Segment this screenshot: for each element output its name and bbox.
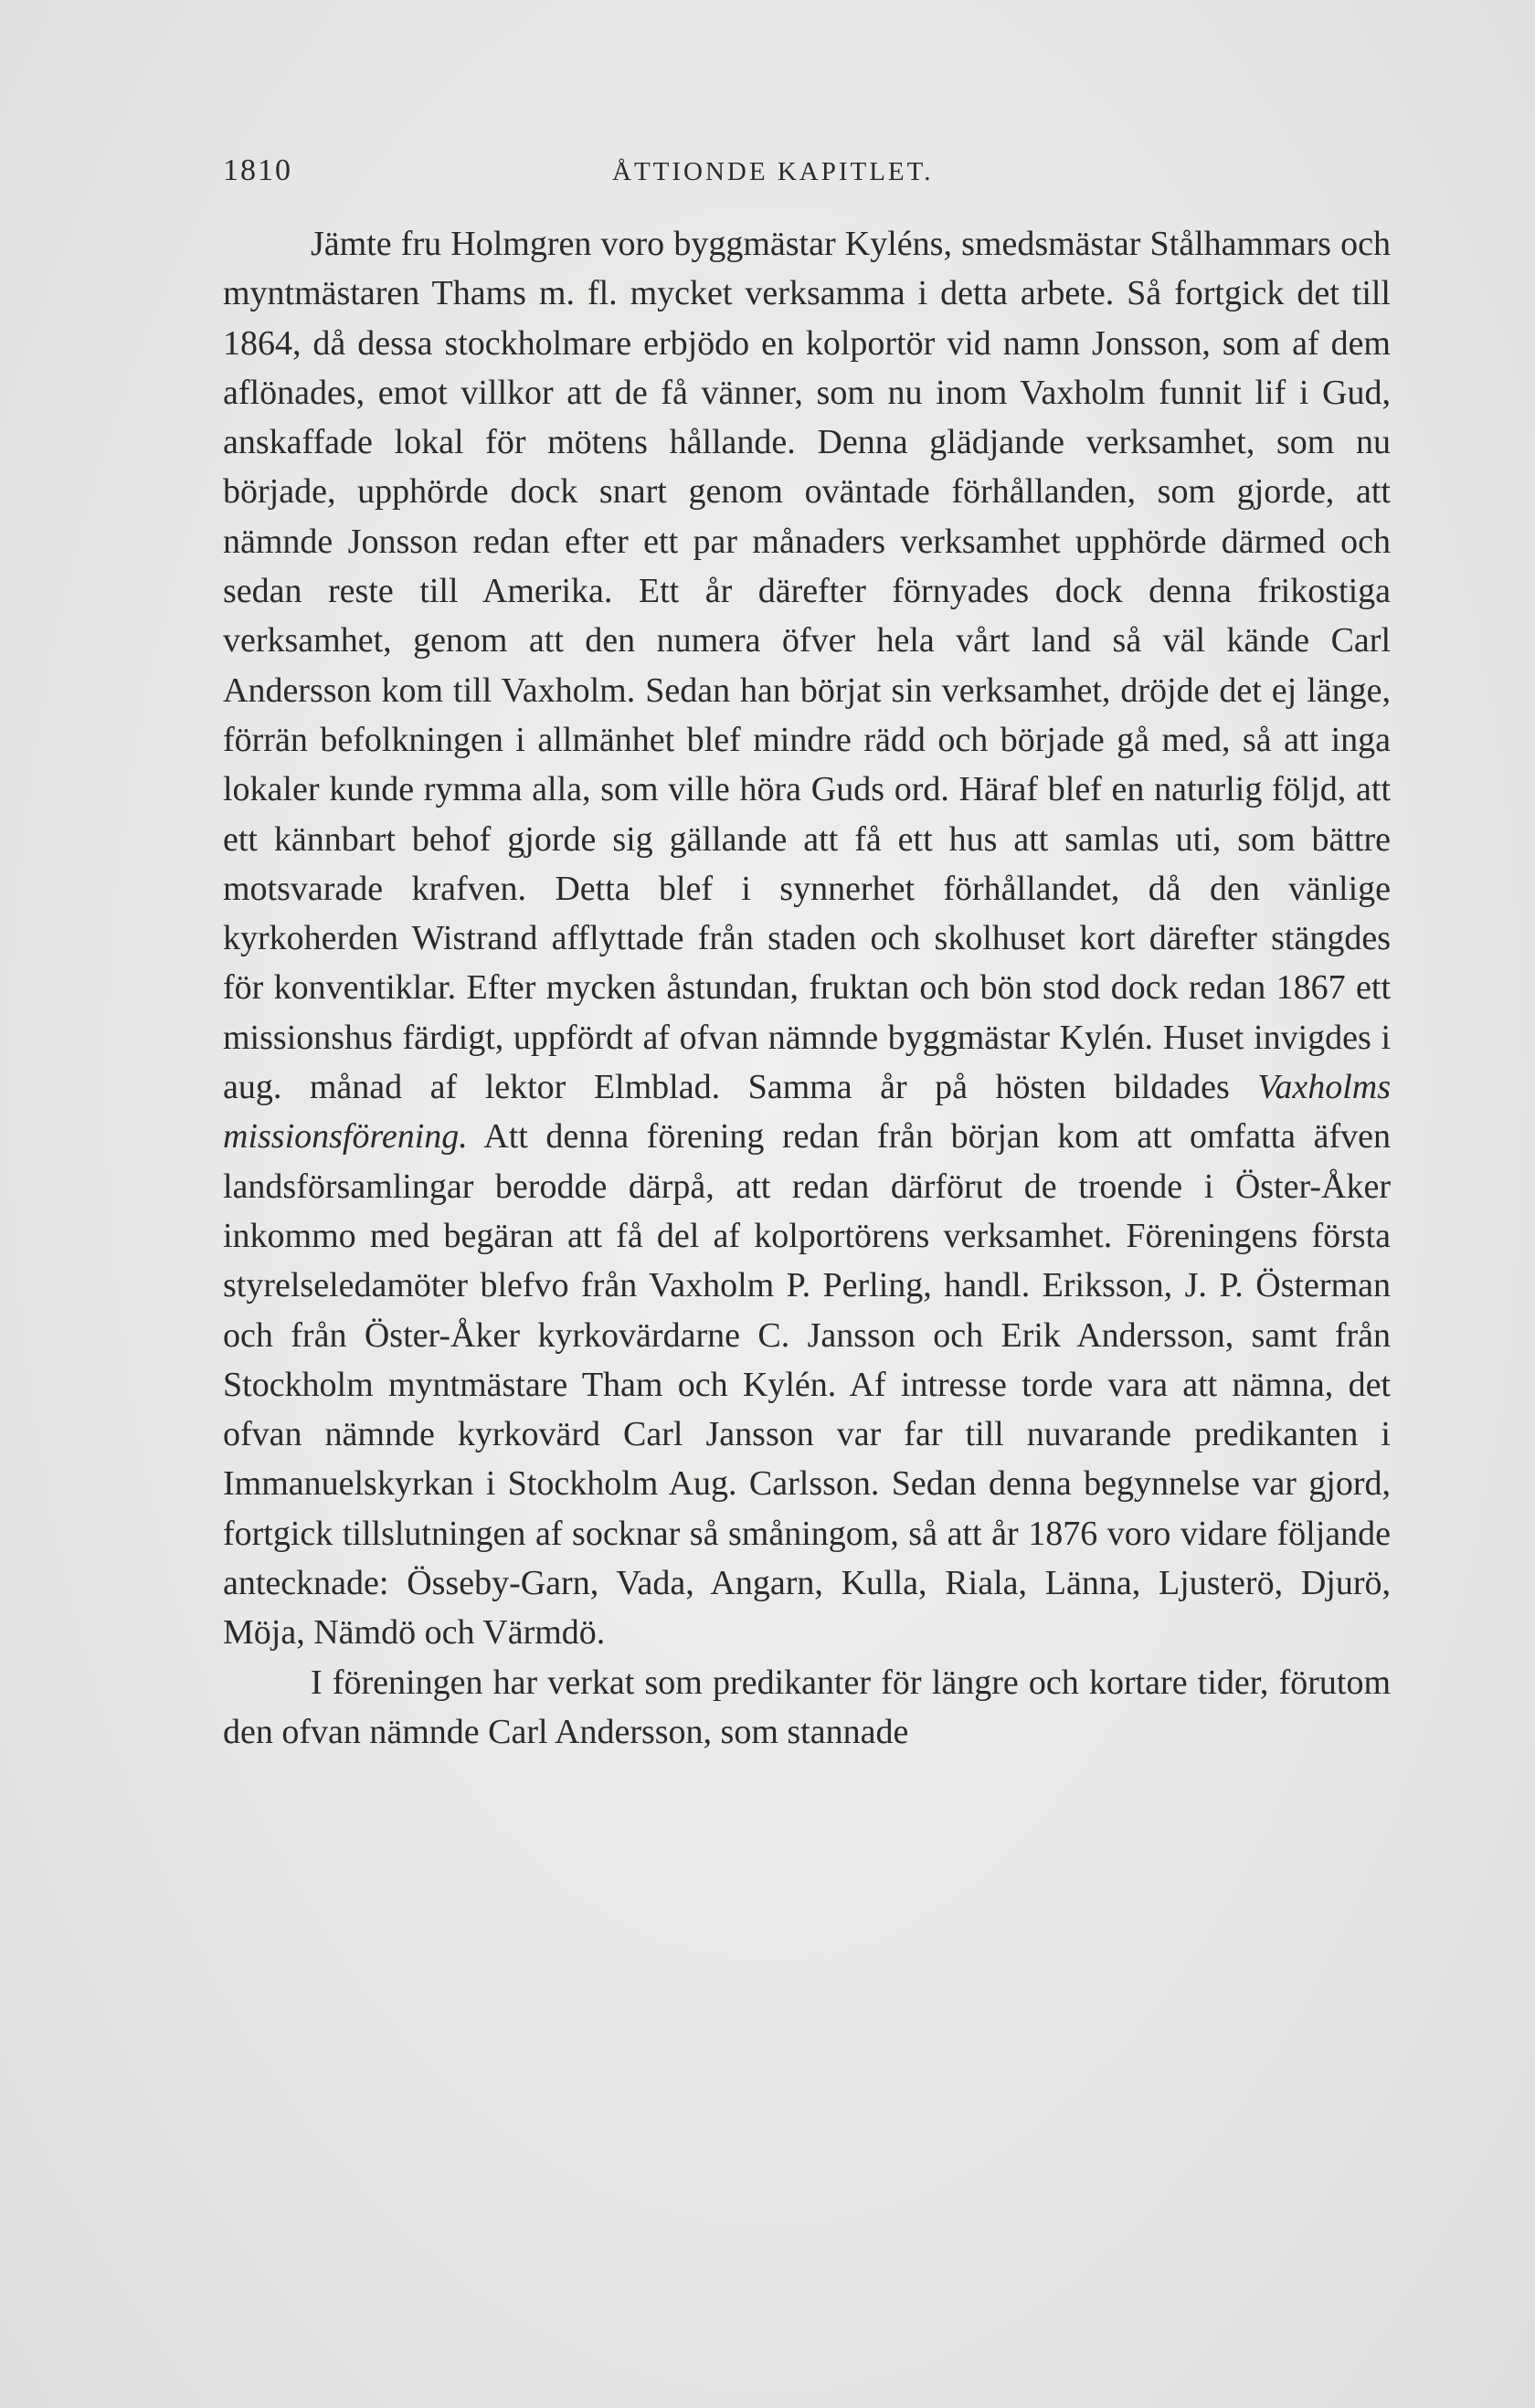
chapter-title: ÅTTIONDE KAPITLET. (612, 157, 934, 186)
paragraph-1-italic-name: Vaxholms missionsförening. (223, 1068, 1391, 1156)
body-text (223, 219, 1391, 1757)
paragraph-1 (223, 219, 1391, 1658)
paragraph-2: I föreningen har verkat som predikanter för längre och kortare tider, förutom den ofvan nämnde Carl Andersson, som stannade (223, 1663, 1391, 1751)
page-number: 1810 (223, 153, 292, 187)
running-head (223, 153, 1392, 199)
paragraph-1-part-1: Jämte fru Holmgren voro byggmästar Kyléns, smedsmästar Stålhammars och myntmästaren Thams m. fl. mycket verksamma i detta arbete. Så fortgick det till 1864, då dessa stockholmare erbjödo en kolportör vid namn Jonsson, som af dem aflönades, emot villkor att de få vänner, som nu inom Vaxholm funnit lif i Gud, anskaffade lokal för mötens hållande. Denna glädjande verksamhet, som nu började, upphörde dock snart genom oväntade förhållanden, som gjorde, att nämnde Jonsson redan efter ett par månaders verksamhet upphörde därmed och sedan reste till Amerika. Ett år därefter förnyades dock denna frikostiga verksamhet, genom att den numera öfver hela vårt land så väl kände Carl Andersson kom till Vaxholm. Sedan han börjat sin verksamhet, dröjde det ej länge, förrän befolkningen i allmänhet blef mindre rädd och började gå med, så att inga lokaler kunde rymma alla, som ville höra Guds ord. Häraf blef en naturlig följd, att ett kännbart behof gjorde sig gällande att få ett hus att samlas uti, som bättre motsvarade krafven. Detta blef i synnerhet förhållandet, då den vänlige kyrkoherden Wistrand afflyttade från staden och skolhuset kort därefter stängdes för konventiklar. Efter mycken åstundan, fruktan och bön stod dock redan 1867 ett missionshus färdigt, uppfördt af ofvan nämnde byggmästar Kylén. Huset invigdes i aug. månad af lektor Elmblad. Samma år på hösten bildades (223, 225, 1391, 1107)
paragraph-1-part-2: Att denna förening redan från början kom att omfatta äfven landsförsamlingar berodde därpå, att redan därförut de troende i Öster-Åker inkommo med begäran att få del af kolportörens verksamhet. Föreningens första styrelseledamöter blefvo från Vaxholm P. Perling, handl. Eriksson, J. P. Österman och från Öster-Åker kyrkovärdarne C. Jansson och Erik Andersson, samt från Stockholm myntmästare Tham och Kylén. Af intresse torde vara att nämna, det ofvan nämnde kyrkovärd Carl Jansson var far till nuvarande predikanten i Immanuelskyrkan i Stockholm Aug. Carlsson. Sedan denna begynnelse var gjord, fortgick tillslutningen af socknar så småningom, så att år 1876 voro vidare följande antecknade: Össeby-Garn, Vada, Angarn, Kulla, Riala, Länna, Ljusterö, Djurö, Möja, Nämdö och Värmdö. (223, 1117, 1391, 1653)
